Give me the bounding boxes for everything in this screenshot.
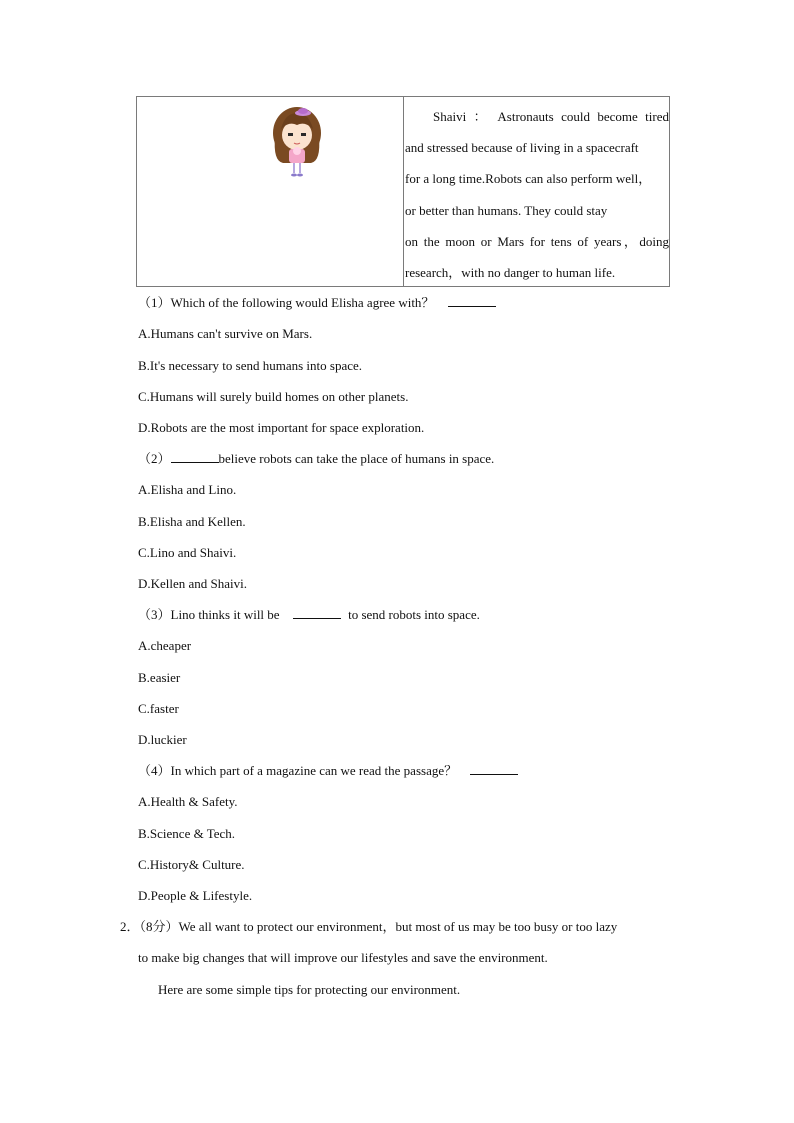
option: C.Lino and Shaivi.	[138, 545, 237, 560]
question-stem: Which of the following would Elisha agree with？	[170, 295, 435, 310]
option: A.Elisha and Lino.	[138, 482, 237, 497]
option: C.faster	[138, 701, 179, 716]
speech-line-2: and stressed because of living in a spacecraft	[405, 140, 639, 156]
option: C.History& Culture.	[138, 857, 245, 872]
section-number: 2．	[120, 919, 140, 934]
option: D.luckier	[138, 732, 187, 747]
answer-blank	[293, 618, 341, 619]
speaker-colon: ：	[473, 109, 491, 124]
shaivi-speech	[405, 101, 669, 288]
speaker-name: Shaivi	[433, 109, 467, 124]
section-2-line-3: Here are some simple tips for protecting our environment.	[158, 982, 461, 997]
option: B.easier	[138, 670, 181, 685]
option: D.Kellen and Shaivi.	[138, 576, 248, 591]
speech-text: Astronauts could become tired	[497, 109, 669, 124]
answer-blank	[448, 306, 496, 307]
speech-line-1	[405, 101, 669, 132]
speech-line-6: research，with no danger to human life.	[405, 265, 616, 281]
section-points: （8分）	[139, 919, 179, 934]
speaker-table	[136, 96, 670, 287]
question-3	[138, 606, 480, 624]
answer-blank	[171, 462, 219, 463]
section-2-line-2: to make big changes that will improve our lifestyles and save the environment.	[138, 950, 548, 965]
question-1	[138, 294, 496, 312]
answer-blank	[470, 774, 518, 775]
question-number: （4）	[138, 763, 171, 778]
question-stem-end: to send robots into space.	[348, 607, 480, 622]
speech-line-5: on the moon or Mars for tens of years，doing	[405, 233, 669, 249]
option: B.It's necessary to send humans into space.	[138, 358, 363, 373]
question-2	[138, 450, 494, 468]
question-stem: Lino thinks it will be	[170, 607, 280, 622]
section-text: We all want to protect our environment，but most of us may be too busy or too lazy	[178, 919, 618, 934]
question-number: （2）	[138, 451, 171, 466]
question-number: （3）	[138, 607, 171, 622]
speech-line-3: for a long time.Robots can also perform well，	[405, 171, 652, 187]
speech-line-4: or better than humans. They could stay	[405, 202, 608, 218]
question-4	[138, 762, 518, 780]
option: B.Elisha and Kellen.	[138, 514, 246, 529]
option: A.cheaper	[138, 638, 192, 653]
question-number: （1）	[138, 295, 171, 310]
question-stem: believe robots can take the place of humans in space.	[218, 451, 495, 466]
option: D.People & Lifestyle.	[138, 888, 253, 903]
table-divider	[403, 97, 404, 286]
section-2-intro	[120, 918, 617, 936]
option: A.Humans can't survive on Mars.	[138, 326, 313, 341]
question-stem: In which part of a magazine can we read the passage？	[170, 763, 458, 778]
girl-avatar-icon	[269, 103, 325, 181]
option: C.Humans will surely build homes on other planets.	[138, 389, 409, 404]
option: A.Health & Safety.	[138, 794, 238, 809]
option: D.Robots are the most important for space exploration.	[138, 420, 425, 435]
option: B.Science & Tech.	[138, 826, 236, 841]
